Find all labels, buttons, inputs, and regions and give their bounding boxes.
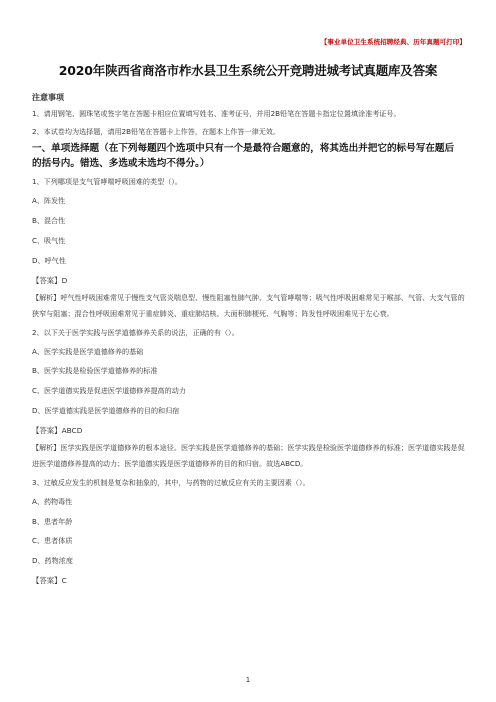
option: A、阵发性 <box>32 196 66 206</box>
document-title: 2020年陕西省商洛市柞水县卫生系统公开竞聘进城考试真题库及答案 <box>58 63 438 78</box>
option: C、医学道德实践是促进医学道德修养提高的动力 <box>32 386 186 396</box>
notice-heading: 注意事项 <box>32 93 64 102</box>
option: A、医学实践是医学道德修养的基础 <box>32 346 144 356</box>
explanation: 【解析】呼气性呼吸困难常见于慢性支气管炎喘息型、慢性阻塞性肺气肿、支气管哮喘等；吸气性呼吸困难常见于喉部、气管、大支气管的狭窄与阻塞；混合性呼吸困难常见于重症肺炎、重症肺结核、大面积肺梗死、气胸等；阵发性呼吸困难见于左心衰。 <box>32 292 465 319</box>
option: B、患者年龄 <box>32 516 73 526</box>
question-3 <box>32 473 470 590</box>
option: D、药物浓度 <box>32 556 73 566</box>
section-heading-line: 的括号内。错选、多选或未选均不得分。） <box>32 158 210 170</box>
option: B、医学实践是检验医学道德修养的标准 <box>32 366 158 376</box>
option: C、患者体质 <box>32 536 73 546</box>
answer: 【答案】C <box>32 575 67 585</box>
question-stem: 3、过敏反应发生的机制是复杂和抽象的，其中，与药物的过敏反应有关的主要因素（）。 <box>32 477 310 487</box>
document-body <box>32 92 470 590</box>
notice-item: 2、本试卷均为选择题，请用2B铅笔在答题卡上作答，在题本上作答一律无效。 <box>32 126 280 136</box>
section-heading-line: 一、单项选择题（在下列每题四个选项中只有一个是最符合题意的，将其选出并把它的标号写在题后 <box>32 143 455 155</box>
question-2 <box>32 323 470 473</box>
question-stem: 1、下列哪项是支气管哮喘呼吸困难的类型（）。 <box>32 177 182 187</box>
question-1 <box>32 172 470 322</box>
option: D、医学道德实践是医学道德修养的目的和归宿 <box>32 405 180 415</box>
explanation: 【解析】医学实践是医学道德修养的根本途径。医学实践是医学道德修养的基础；医学实践是检验医学道德修养的标准；医学道德实践是促进医学道德修养提高的动力；医学道德实践是医学道德修养的目的和归宿。故选ABCD。 <box>32 442 465 469</box>
option: A、药物毒性 <box>32 496 73 506</box>
section-heading <box>32 141 470 171</box>
option: C、吸气性 <box>32 236 66 245</box>
option: D、呼气性 <box>32 255 66 265</box>
question-stem: 2、以下关于医学实践与医学道德修养关系的说法，正确的有（）。 <box>32 327 239 337</box>
header-banner: 【事业单位卫生系统招聘经典、历年真题可打印】 <box>320 38 466 46</box>
notice-item: 1、请用钢笔、圆珠笔或签字笔在答题卡相应位置填写姓名、准考证号，并用2B铅笔在答题卡指定位置填涂准考证号。 <box>32 109 401 118</box>
answer: 【答案】D <box>32 275 68 285</box>
option: B、混合性 <box>32 216 66 226</box>
page-number: 1 <box>245 676 251 684</box>
answer: 【答案】ABCD <box>32 425 83 435</box>
